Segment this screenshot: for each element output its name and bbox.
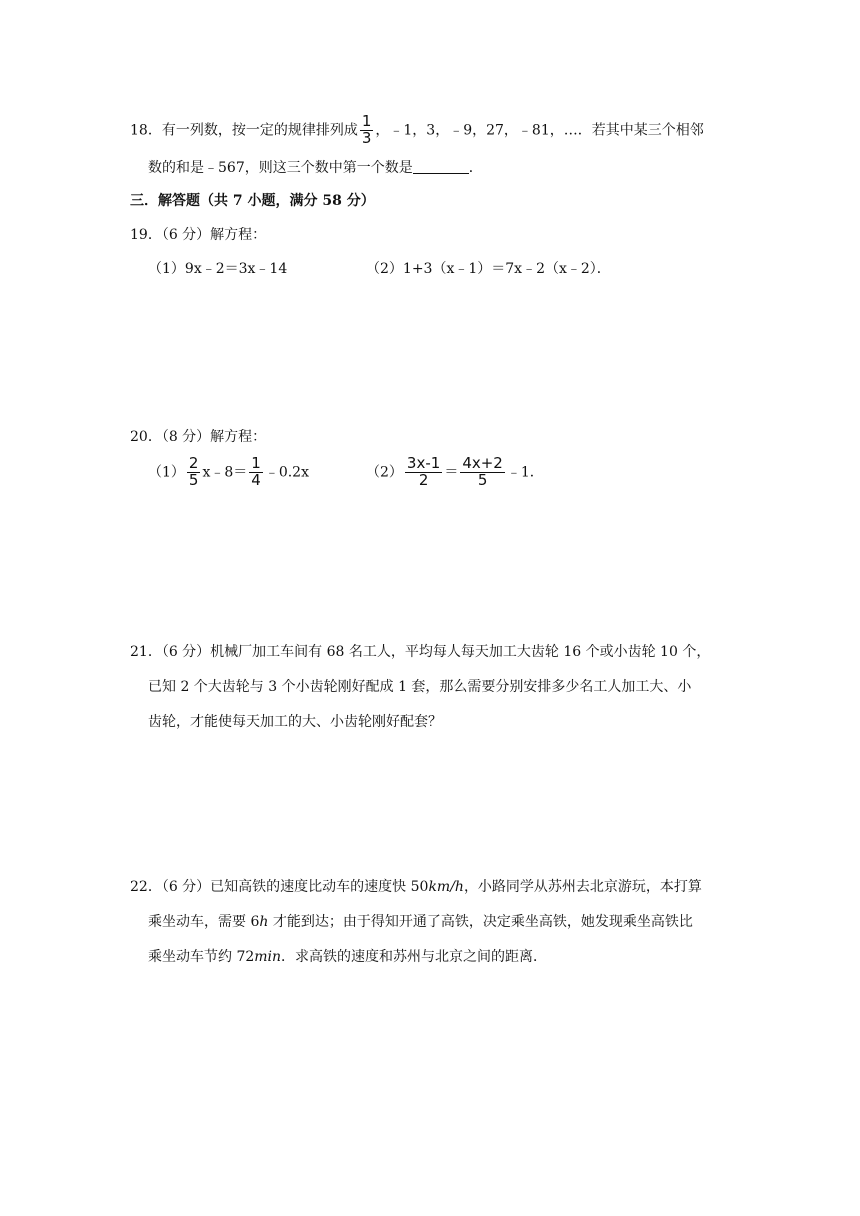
q20-part2-fraction2-num: 4x+2 bbox=[462, 454, 503, 472]
q19-part2 bbox=[366, 262, 611, 276]
q18-fraction bbox=[360, 114, 374, 147]
q21-line3: 齿轮，才能使每天加工的大、小齿轮刚好配套？ bbox=[148, 714, 442, 730]
q18-fraction-den: 3 bbox=[361, 128, 372, 147]
q20-part1-fraction2-num: 1 bbox=[251, 454, 261, 472]
q20-part1-end: ﹣0.2x bbox=[264, 464, 309, 481]
q22-line2-unit: h bbox=[259, 914, 269, 930]
q22-line3-text-a: 乘坐动车节约 72 bbox=[148, 949, 255, 965]
q20-part1-fraction2 bbox=[249, 456, 263, 489]
q19-part2-equation: 1+3（x﹣1）＝7x﹣2（x﹣2）． bbox=[402, 261, 611, 277]
q18-text-a: 有一列数，按一定的规律排列成 bbox=[161, 122, 358, 139]
q20-part2-end: ﹣1． bbox=[506, 464, 544, 481]
q19-part1-label: （1） bbox=[148, 261, 185, 277]
q22-line2 bbox=[148, 915, 693, 929]
q22-line3-unit: min bbox=[254, 949, 282, 965]
q19-part1 bbox=[148, 262, 287, 276]
q18-line2-end: ． bbox=[468, 160, 483, 176]
q21-line1: 21．（6 分）机械厂加工车间有 68 名工人，平均每人每天加工大齿轮 16 个或小齿轮 10 个， bbox=[130, 644, 711, 660]
q20-part1-label: （1） bbox=[148, 464, 185, 481]
q21-line2: 已知 2 个大齿轮与 3 个小齿轮刚好配成 1 套，那么需要分别安排多少名工人加工大、小 bbox=[148, 679, 692, 695]
q20-part2-fraction2 bbox=[460, 456, 505, 489]
q18-number: 18． bbox=[130, 122, 162, 139]
q22-line1-text-b: ，小路同学从苏州去北京游玩，本打算 bbox=[463, 879, 702, 895]
q18-text-b: ，﹣1，3，﹣9，27，﹣81，…．若其中某三个相邻 bbox=[375, 122, 704, 139]
q22-line3 bbox=[148, 950, 547, 964]
q20-part2-fraction1-den: 2 bbox=[418, 470, 429, 489]
q18-answer-blank bbox=[413, 172, 469, 174]
q20-part2 bbox=[366, 456, 544, 489]
q19-part1-equation: 9x﹣2＝3x﹣14 bbox=[184, 261, 288, 277]
q22-line3-text-b: ．求高铁的速度和苏州与北京之间的距离． bbox=[281, 949, 548, 965]
q22-line1-text-a: 22．（6 分）已知高铁的速度比动车的速度快 50 bbox=[130, 879, 429, 895]
q22-line2-text-b: 才能到达；由于得知开通了高铁，决定乘坐高铁，她发现乘坐高铁比 bbox=[268, 914, 693, 930]
q18-line2-text: 数的和是﹣567，则这三个数中第一个数是 bbox=[148, 160, 413, 176]
q18-line1 bbox=[130, 114, 704, 147]
q20-part1-fraction1-num: 2 bbox=[188, 454, 199, 472]
section3-title: 三．解答题（共 7 小题，满分 58 分） bbox=[130, 193, 375, 209]
q22-line1-unit: km/h bbox=[428, 879, 464, 895]
q18-fraction-num: 1 bbox=[361, 112, 372, 130]
q18-line2 bbox=[148, 161, 483, 175]
q19-header: 19．（6 分）解方程： bbox=[130, 227, 267, 243]
q20-header: 20．（8 分）解方程： bbox=[130, 429, 267, 445]
q20-part2-fraction1 bbox=[405, 456, 442, 489]
q20-part1-middle: x﹣8＝ bbox=[202, 464, 248, 481]
q20-part2-fraction1-num: 3x-1 bbox=[406, 454, 441, 472]
q20-part1-fraction1 bbox=[187, 456, 201, 489]
q19-part2-label: （2） bbox=[366, 261, 403, 277]
q20-part1-fraction1-den: 5 bbox=[188, 470, 199, 489]
q20-part2-label: （2） bbox=[366, 464, 403, 481]
q20-part2-fraction2-den: 5 bbox=[477, 470, 488, 489]
q20-part1 bbox=[148, 456, 309, 489]
q20-part1-fraction2-den: 4 bbox=[251, 470, 261, 489]
q20-part2-equals: ＝ bbox=[444, 464, 459, 481]
q22-line2-text-a: 乘坐动车，需要 6 bbox=[148, 914, 260, 930]
q22-line1 bbox=[130, 880, 702, 894]
